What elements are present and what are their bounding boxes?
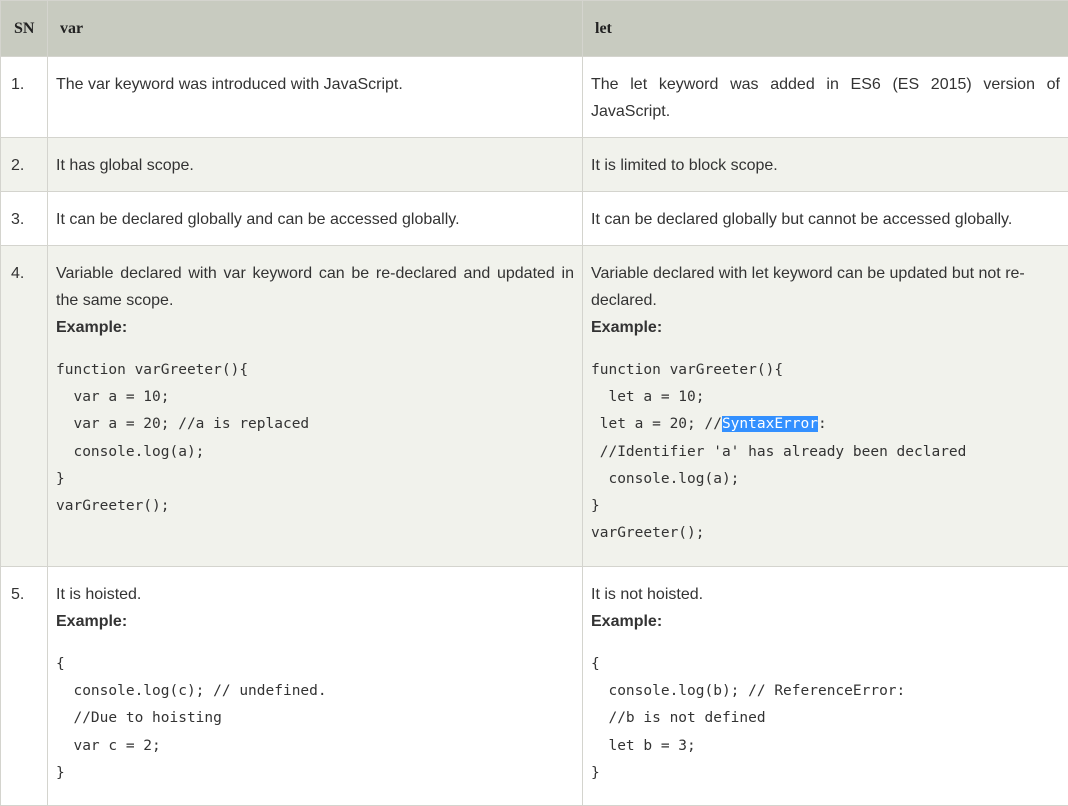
code-line: //b is not defined [591,710,766,726]
example-label: Example: [56,608,574,635]
var-description: It is hoisted. [56,581,574,608]
row-number: 2. [1,138,48,192]
code-line: //Due to hoisting [56,710,222,726]
code-line: varGreeter(); [591,525,705,541]
table-row [1,57,1068,138]
let-code-block[interactable] [591,651,1060,787]
code-line: var a = 10; [56,389,170,405]
code-line: } [56,471,65,487]
var-cell [48,567,583,806]
example-label: Example: [591,608,1060,635]
table-row [1,138,1068,192]
code-line: var c = 2; [56,738,161,754]
code-line: } [591,498,600,514]
var-description: The var keyword was introduced with JavaScript. [48,57,583,138]
header-row [1,1,1068,57]
var-code-block[interactable] [56,651,574,787]
let-description: It is limited to block scope. [583,138,1068,192]
code-line: console.log(c); // undefined. [56,683,327,699]
code-line: console.log(a); [56,444,204,460]
code-line: varGreeter(); [56,498,170,514]
header-var: var [48,1,583,57]
let-cell [583,246,1068,567]
code-line: { [591,656,600,672]
code-line: { [56,656,65,672]
table-row [1,192,1068,246]
example-label: Example: [56,314,574,341]
var-description: It can be declared globally and can be accessed globally. [48,192,583,246]
code-line: console.log(b); // ReferenceError: [591,683,905,699]
code-line: //Identifier 'a' has already been declared [591,444,966,460]
code-line: : [818,416,827,432]
table-row [1,246,1068,567]
code-line: let a = 20; // [591,416,722,432]
code-line: function varGreeter(){ [591,362,783,378]
let-description: The let keyword was added in ES6 (ES 2015) version of JavaScript. [583,57,1068,138]
let-description: Variable declared with let keyword can be updated but not re-declared. [591,260,1060,314]
row-number: 3. [1,192,48,246]
table-row [1,567,1068,806]
row-number: 1. [1,57,48,138]
var-description: Variable declared with var keyword can be re-declared and updated in the same scope. [56,260,574,314]
let-description: It can be declared globally but cannot be accessed globally. [583,192,1068,246]
let-code-block[interactable] [591,357,1060,547]
header-let: let [583,1,1068,57]
code-line: function varGreeter(){ [56,362,248,378]
code-line: console.log(a); [591,471,739,487]
var-code-block[interactable] [56,357,574,520]
code-line: var a = 20; //a is replaced [56,416,309,432]
example-label: Example: [591,314,1060,341]
code-line: let b = 3; [591,738,696,754]
header-sn: SN [1,1,48,57]
code-line: } [56,765,65,781]
let-description: It is not hoisted. [591,581,1060,608]
code-line: let a = 10; [591,389,705,405]
row-number: 5. [1,567,48,806]
code-line: } [591,765,600,781]
var-description: It has global scope. [48,138,583,192]
row-number: 4. [1,246,48,567]
table-body [1,57,1068,806]
table-header [1,1,1068,57]
let-cell [583,567,1068,806]
var-cell [48,246,583,567]
selected-text[interactable]: SyntaxError [722,416,818,432]
